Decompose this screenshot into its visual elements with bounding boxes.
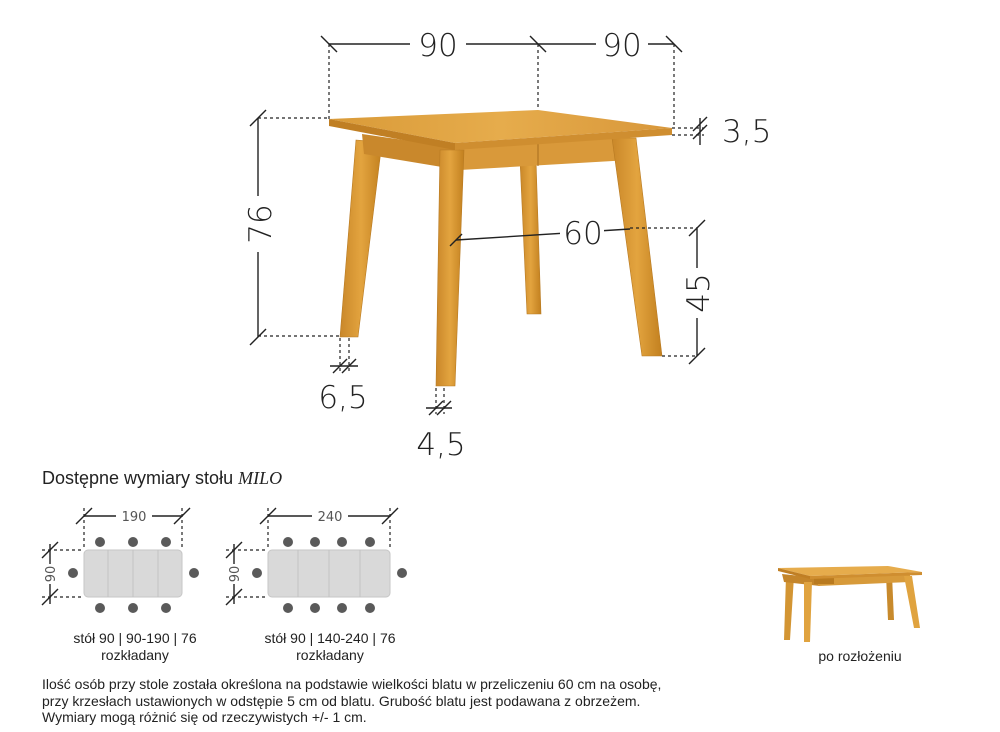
note-line-1: Ilość osób przy stole została określona na podstawie wielkości blatu w przeliczeniu 60 cm na osobę, <box>42 676 662 692</box>
back-right-leg <box>520 160 541 314</box>
variant-caption-line1: stół 90 | 90-190 | 76 <box>73 630 197 646</box>
dim-height: 76 <box>243 204 279 244</box>
section-heading <box>42 468 282 489</box>
variant-width: 90 <box>228 565 243 583</box>
note-line-3: Wymiary mogą różnić się od rzeczywistych +/- 1 cm. <box>42 709 367 725</box>
dim-width-right: 90 <box>602 28 642 64</box>
dim-leg-height: 45 <box>681 273 717 313</box>
variant-caption-1 <box>50 630 220 664</box>
heading-text: Dostępne wymiary stołu <box>42 468 239 488</box>
dim-width-left: 90 <box>418 28 458 64</box>
variant-width: 90 <box>44 565 59 583</box>
variant-caption-line2: rozkładany <box>296 647 364 663</box>
variant-length: 240 <box>317 510 343 525</box>
variant-length: 190 <box>121 510 147 525</box>
front-right-leg <box>612 138 662 356</box>
variant-caption-line2: rozkładany <box>101 647 169 663</box>
front-left-leg <box>436 150 464 386</box>
variant-plan-190 <box>36 500 206 620</box>
info-note <box>42 676 762 726</box>
variant-caption-2 <box>245 630 415 664</box>
model-name: MILO <box>238 468 283 488</box>
note-line-2: przy krzesłach ustawionych w odstępie 5 cm od blatu. Grubość blatu jest podawana z obrzeżem. <box>42 692 641 709</box>
dim-leg-foot-b: 4,5 <box>416 427 466 463</box>
extended-table-illustration <box>770 560 930 644</box>
dim-leg-foot-a: 6,5 <box>318 380 368 416</box>
variant-caption-line1: stół 90 | 140-240 | 76 <box>264 630 396 646</box>
dim-leg-spacing: 60 <box>563 216 603 252</box>
extended-caption: po rozłożeniu <box>818 648 902 664</box>
dim-top-thickness: 3,5 <box>722 114 772 150</box>
back-left-leg <box>340 140 382 337</box>
variant-plan-240 <box>220 500 420 620</box>
